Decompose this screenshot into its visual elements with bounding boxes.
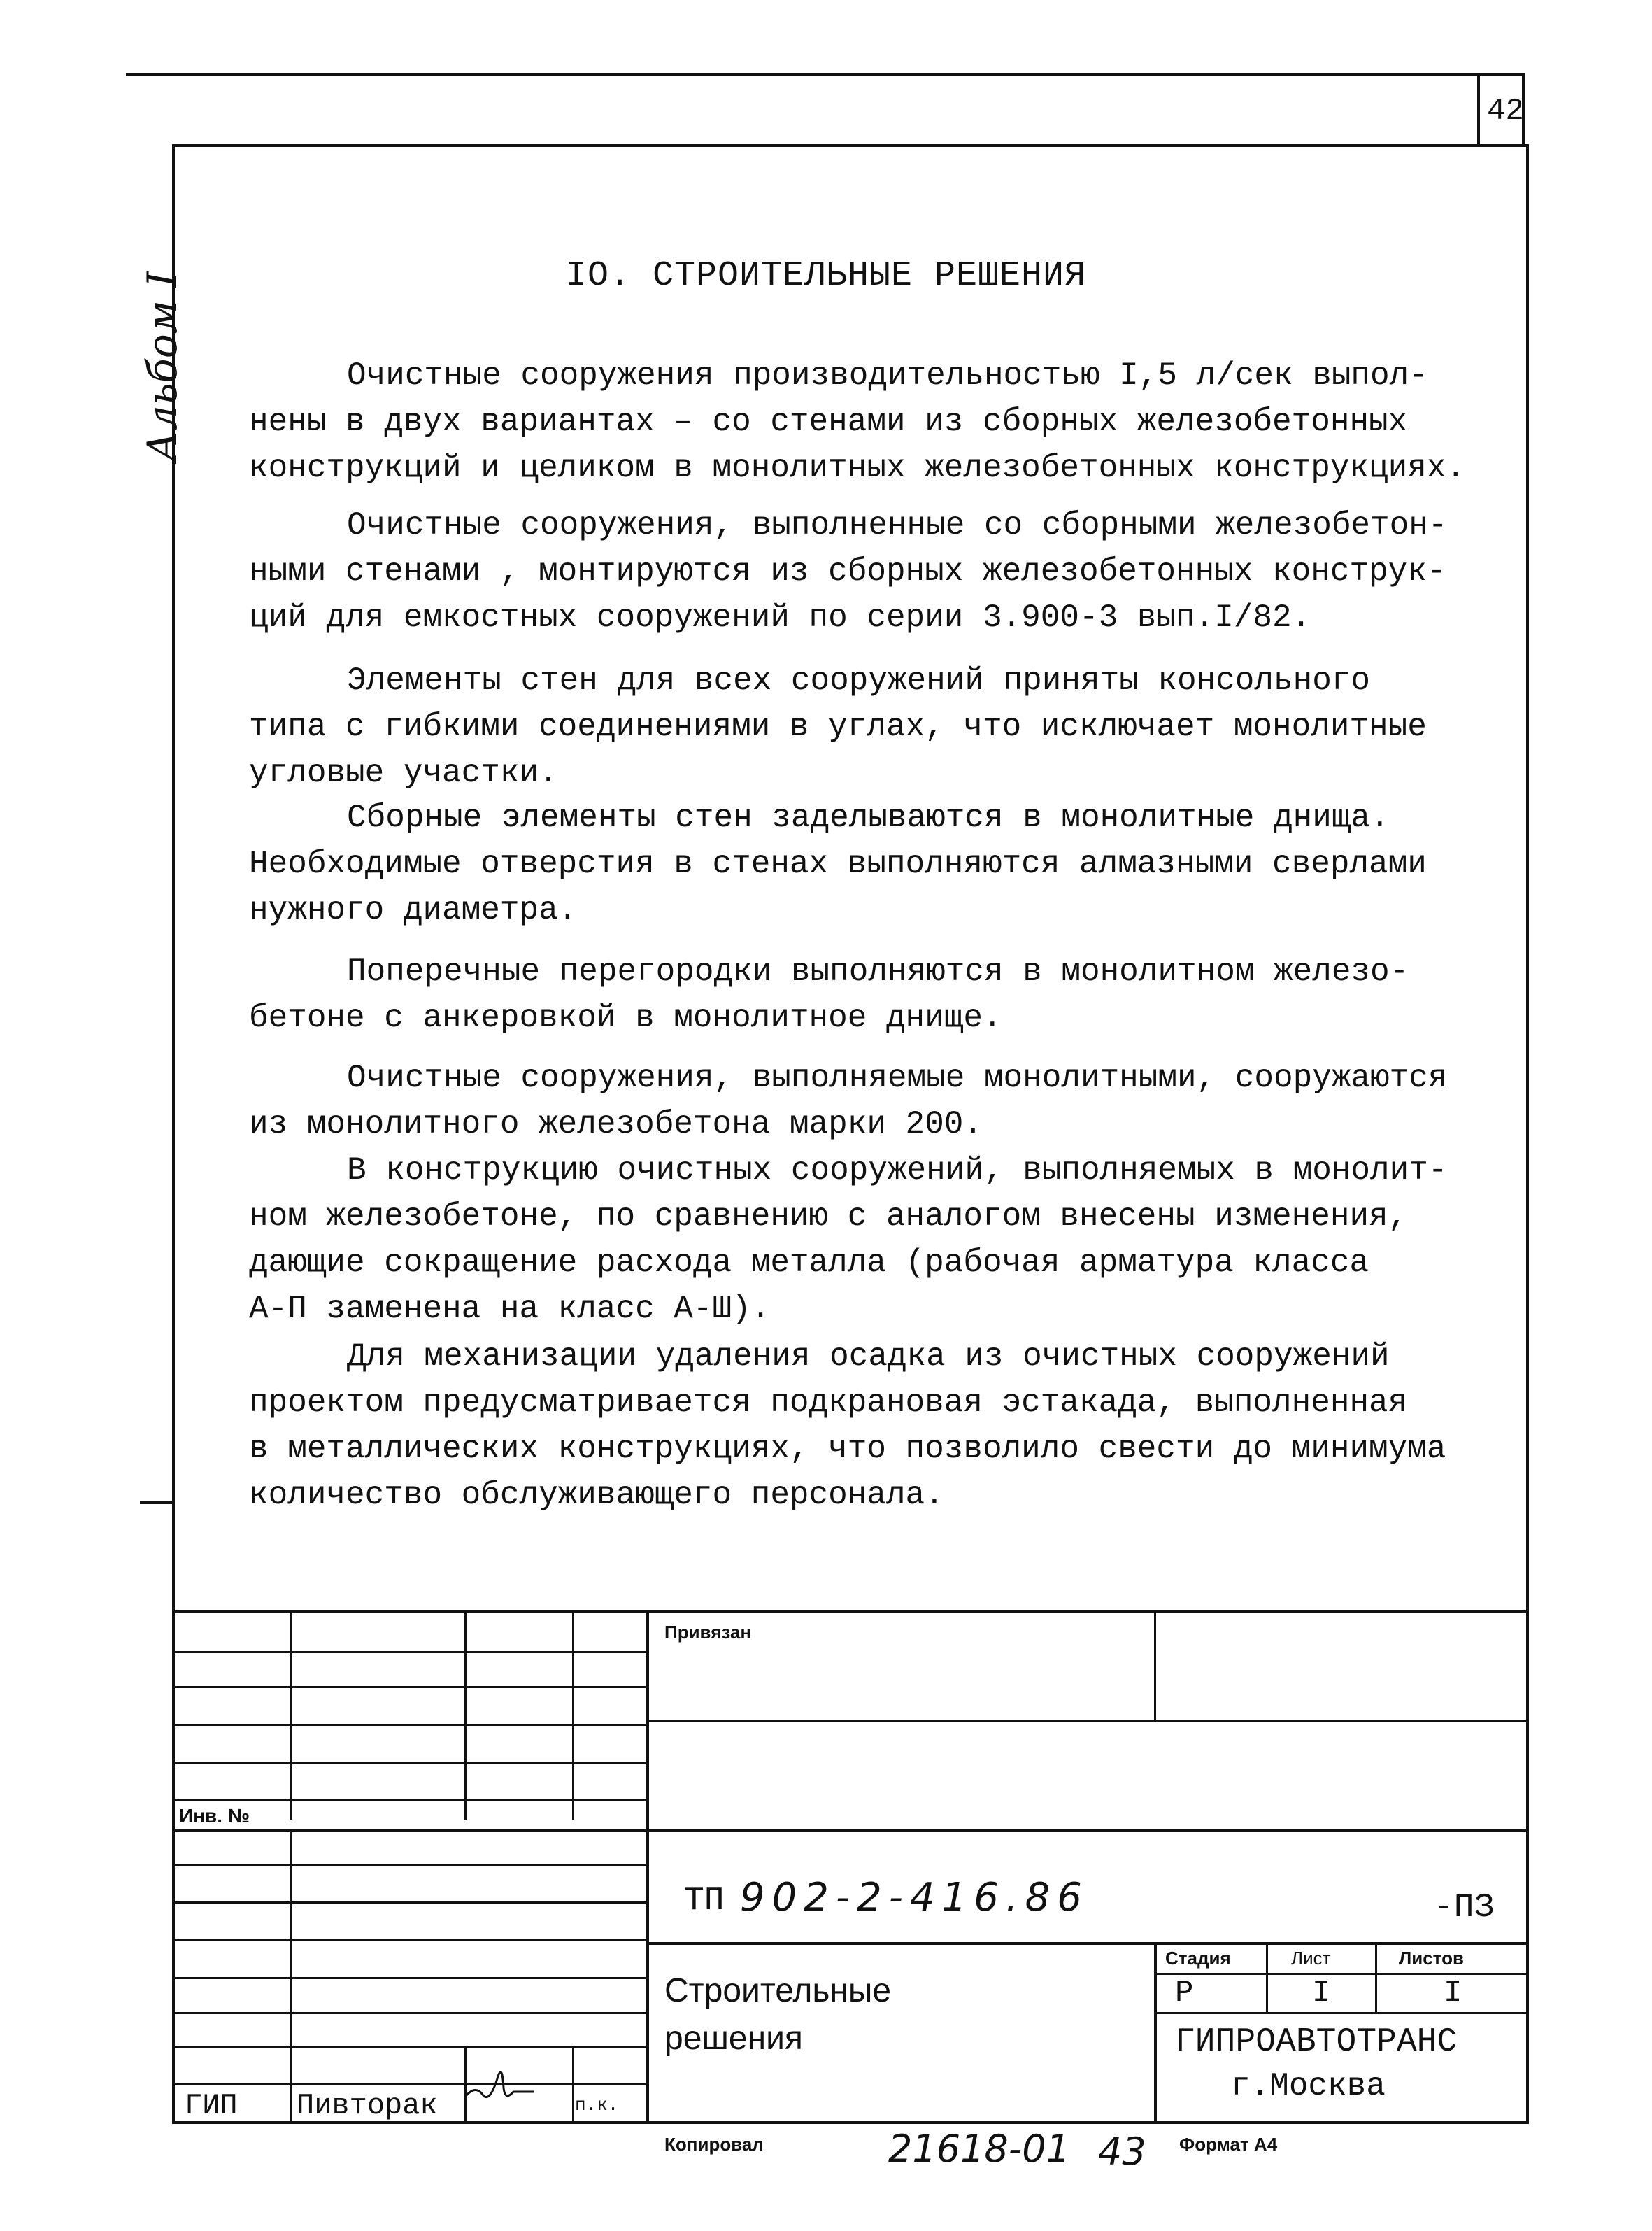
page-number-box-left [1477, 73, 1480, 144]
organization-name: ГИПРОАВТОТРАНС [1175, 2023, 1458, 2061]
paragraph-line: Очистные сооружения, выполняемые монолитными, сооружаются [347, 1060, 1448, 1096]
role-gip: ГИП [185, 2089, 238, 2123]
paragraph-line: нены в двух вариантах – со стенами из сборных железобетонных [249, 404, 1408, 440]
copied-label: Копировал [664, 2134, 764, 2155]
paragraph-7 [249, 1147, 1480, 1332]
section-title: IO. СТРОИТЕЛЬНЫЕ РЕШЕНИЯ [565, 256, 1087, 296]
paragraph-2 [249, 502, 1480, 641]
paragraph-line: ном железобетоне, по сравнению с аналогом внесены изменения, [249, 1198, 1408, 1235]
paragraph-8 [249, 1333, 1480, 1518]
sheets-value: I [1444, 1976, 1462, 2011]
paragraph-line: бетоне с анкеровкой в монолитное днище. [249, 1000, 1002, 1036]
paragraph-line: Очистные сооружения, выполненные со сборными железобетон- [347, 507, 1448, 544]
paragraph-line: нужного диаметра. [249, 892, 578, 928]
sheets-label: Листов [1399, 1948, 1464, 1969]
page-number: 42 [1487, 94, 1524, 129]
paragraph-line: А-П заменена на класс А-Ш). [249, 1291, 771, 1327]
paragraph-line: типа с гибкими соединениями в углах, что исключает монолитные [249, 709, 1427, 745]
paragraph-line: из монолитного железобетона марки 200. [249, 1106, 983, 1142]
inv-number-label: Инв. № [179, 1805, 250, 1827]
organization-city: г.Москва [1231, 2068, 1386, 2104]
copy-number: 21618-01 [888, 2127, 1070, 2171]
stage-value: Р [1175, 1976, 1194, 2011]
paragraph-line: количество обслуживающего персонала. [249, 1477, 944, 1513]
stage-label: Стадия [1165, 1948, 1231, 1969]
sheet-total: 43 [1098, 2130, 1146, 2174]
top-rule [126, 73, 1522, 76]
doc-code: 902-2-416.86 [740, 1875, 1089, 1920]
doc-code-suffix: -ПЗ [1434, 1889, 1495, 1927]
paragraph-line: проектом предусматривается подкрановая эстакада, выполненная [249, 1384, 1408, 1421]
paragraph-line: ций для емкостных сооружений по серии 3.900-3 вып.I/82. [249, 600, 1311, 636]
paragraph-line: Сборные элементы стен заделываются в монолитные днища. [347, 800, 1390, 836]
sheet-value: I [1312, 1976, 1331, 2011]
paragraph-line: дающие сокращение расхода металла (рабочая арматура класса [249, 1245, 1369, 1281]
left-margin-tick [140, 1501, 173, 1504]
signature-icon [462, 2060, 539, 2109]
paragraph-line: Очистные сооружения производительностью I,5 л/сек выпол- [347, 357, 1428, 394]
paragraph-line: Для механизации удаления осадка из очистных сооружений [347, 1338, 1390, 1375]
privyazan-label: Привязан [664, 1622, 752, 1643]
person-name: Пивторак [297, 2089, 438, 2123]
doc-title-line-2: решения [664, 2020, 803, 2057]
paragraph-line: Элементы стен для всех сооружений приняты консольного [347, 663, 1371, 699]
paragraph-6 [249, 1055, 1480, 1147]
paragraph-line: угловые участки. [249, 755, 558, 791]
format-label: Формат А4 [1179, 2134, 1278, 2155]
paragraph-1 [249, 353, 1480, 491]
doc-code-prefix: ТП [684, 1882, 725, 1920]
side-note-album: Альбом I [138, 271, 186, 462]
sheet-label: Лист [1291, 1948, 1331, 1969]
doc-title-line-1: Строительные [664, 1972, 892, 2009]
person-note: п.к. [575, 2095, 619, 2116]
paragraph-line: Необходимые отверстия в стенах выполняются алмазными сверлами [249, 846, 1427, 882]
paragraph-5 [249, 949, 1480, 1041]
paragraph-line: ными стенами , монтируются из сборных железобетонных конструк- [249, 553, 1446, 590]
paragraph-line: в металлических конструкциях, что позволило свести до минимума [249, 1431, 1446, 1467]
paragraph-line: Поперечные перегородки выполняются в монолитном железо- [347, 954, 1409, 990]
paragraph-3 [249, 658, 1480, 796]
paragraph-line: конструкций и целиком в монолитных железобетонных конструкциях. [249, 450, 1466, 486]
paragraph-line: В конструкцию очистных сооружений, выполняемых в монолит- [347, 1152, 1448, 1189]
paragraph-4 [249, 795, 1480, 933]
